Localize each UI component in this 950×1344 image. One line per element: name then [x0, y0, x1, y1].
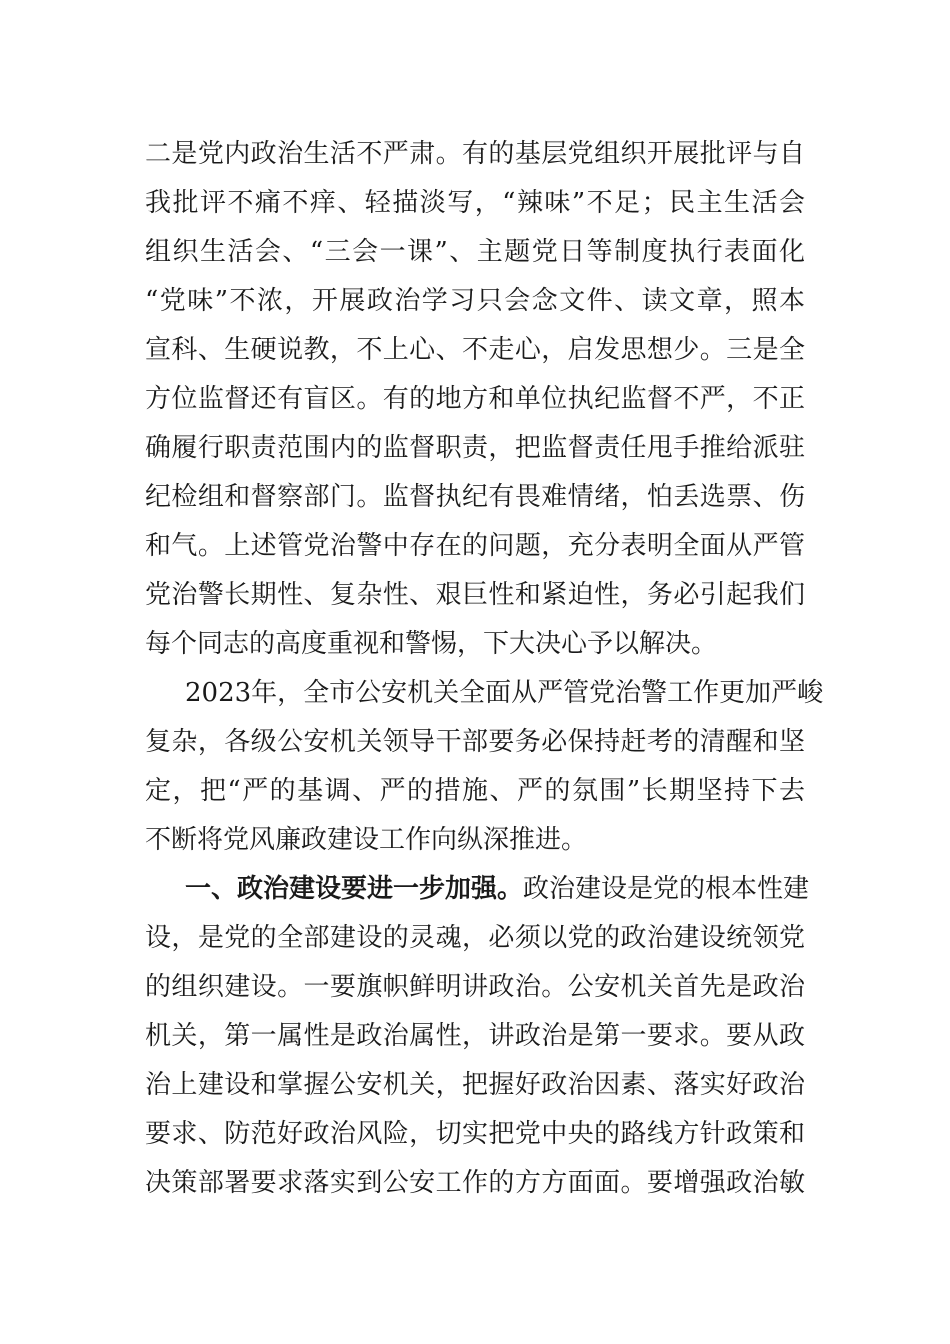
text-line: 治上建设和掌握公安机关，把握好政治因素、落实好政治: [145, 1070, 805, 1100]
text-line: 方位监督还有盲区。有的地方和单位执纪监督不严，不正: [145, 384, 805, 414]
text-line: 和气。上述管党治警中存在的问题，充分表明全面从严管: [145, 531, 805, 561]
text-line: 不断将党风廉政建设工作向纵深推进。: [145, 825, 588, 855]
text-line: “党味”不浓，开展政治学习只会念文件、读文章，照本: [145, 286, 805, 316]
document-body: [145, 130, 824, 1208]
text-line: 党治警长期性、复杂性、艰巨性和紧迫性，务必引起我们: [145, 580, 805, 610]
text-line: 二是党内政治生活不严肃。有的基层党组织开展批评与自: [145, 139, 805, 169]
text-line: 组织生活会、“三会一课”、主题党日等制度执行表面化: [145, 237, 805, 267]
text-line: 我批评不痛不痒、轻描淡写，“辣味”不足；民主生活会: [145, 188, 805, 218]
text-line: 宣科、生硬说教，不上心、不走心，启发思想少。三是全: [145, 335, 805, 365]
text-line: 的组织建设。一要旗帜鲜明讲政治。公安机关首先是政治: [145, 972, 805, 1002]
paragraph-problems: [145, 130, 805, 669]
paragraph-2023: [145, 669, 824, 865]
text-line: 纪检组和督察部门。监督执纪有畏难情绪，怕丢选票、伤: [145, 482, 805, 512]
text-line: 确履行职责范围内的监督职责，把监督责任甩手推给派驻: [145, 433, 805, 463]
text-line: 机关，第一属性是政治属性，讲政治是第一要求。要从政: [145, 1021, 805, 1051]
text-line: [145, 865, 810, 914]
text-line: 复杂，各级公安机关领导干部要务必保持赶考的清醒和坚: [145, 727, 805, 757]
paragraph-political-construction: [145, 865, 810, 1208]
text-line: 每个同志的高度重视和警惕，下大决心予以解决。: [145, 629, 718, 659]
text-line: 2023年，全市公安机关全面从严管党治警工作更加严峻: [185, 678, 824, 708]
section-heading: 一、政治建设要进一步加强。: [185, 874, 524, 904]
text-line: 决策部署要求落实到公安工作的方方面面。要增强政治敏: [145, 1168, 805, 1198]
text-line: 设，是党的全部建设的灵魂，必须以党的政治建设统领党: [145, 923, 805, 953]
text-line: 定，把“严的基调、严的措施、严的氛围”长期坚持下去: [145, 776, 805, 806]
heading-line-rest: 政治建设是党的根本性建: [523, 874, 810, 904]
text-line: 要求、防范好政治风险，切实把党中央的路线方针政策和: [145, 1119, 805, 1149]
